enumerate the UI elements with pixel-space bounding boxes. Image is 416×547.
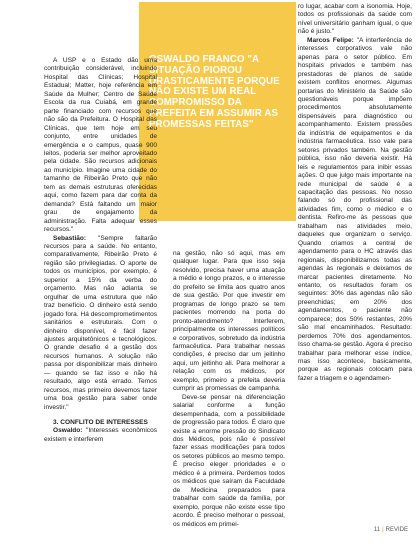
speaker-name: Marcos Felipe: [307, 36, 354, 44]
speaker-name: Oswaldo: [53, 427, 83, 435]
footer-separator: | [382, 527, 384, 533]
paragraph [298, 37, 412, 384]
pull-quote: OSWALDO FRANCO "A SITUAÇÃO PIOROU DRASTICAMENTE PORQUE NÃO EXISTE UM REAL COMPROMISSO DA PREFEITA EM ASSUMIR AS PROMESSAS FEITAS" [149, 54, 280, 130]
paragraph: A USP e o Estado dão uma contribuição considerável, incluindo Hospital das Clínicas; Hospital Estadual; Matter, hoje referência em Saúde da Mulher; Centro de Saúde Escola da rua Cuiabá, em grande parte financiado com recursos que não são da Prefeitura. O Hospital das Clínicas, que tem hoje em seu conjunto, entre unidades de emergência e o campus, quase 900 leitos, poderia ser melhor aproveitado pela cidade. São recursos adicionais ao município. Imagine uma cidade do tamanho de Ribeirão Preto que não tem as demais estruturas oferecidas aqui, como fazem para dar conta da demanda? Está faltando um maior grau de engajamento da administração. Falta adequar esses recursos." [44, 57, 157, 234]
text-column-2 [173, 250, 285, 529]
magazine-name: REVIDE [385, 527, 408, 533]
paragraph-text: "Sempre faltarão recursos para a saúde. No entanto, comparativamente, Ribeirão Preto é região são privilegiadas. O aporte de todos os municípios, por exemplo, é superior a 15% da verba do orçamento. Mas não adianta se orgulhar de uma estrutura que não traz benefício. O dinheiro está sendo jogado fora. Há descomprometimentos sanitários e estruturais. Com o dinheiro disponível, é fácil fazer ajustes arquitetônicos e tecnológicos. O grande desafio é a gestão dos recursos humanos. A solução não passa por disponibilizar mais dinheiro — quando se faz isso e não há resultado, algo está errado. Temos recursos, mas primeiro devemos fazer uma boa gestão para saber onde investir." [44, 234, 157, 411]
speaker-name: Sebastião: [53, 234, 87, 242]
text-column-3 [298, 3, 412, 383]
paragraph-text: "Interesses econômicos existem e interferem [44, 427, 157, 443]
paragraph: na gestão, não só aqui, mas em qualquer lugar. Para que isso seja resolvido, precisa haver uma atuação a médio e longo prazos, e o interesse do prefeito se limita aos quatro anos de sua gestão. Por que investir em programas de longo prazo se tem pacientes morrendo na porta do pronto-atendimento? Interferem, principalmente os interesses políticos e corporativos, sobretudo da indústria farmacêutica. Para trabalhar nessas condições, é preciso dar um jeitinho aqui, um jeitinho ali. Para melhorar a relação com os médicos, por exemplo, primeiro a prefeita deveria cumprir as promessas de campanha. [173, 250, 285, 393]
text-column-1 [44, 57, 157, 444]
section-heading: 3. CONFLITO DE INTERESSES [53, 419, 148, 427]
paragraph [44, 235, 157, 413]
paragraph [44, 427, 157, 444]
page-number: 11 [373, 527, 381, 533]
paragraph-text: "A interferência de interesses corporativos vale não apenas para o setor público. Em hospitais privados e também nas prestadoras de planos de saúde existem conflitos enormes. Algumas portarias do Ministério da Saúde são questionáveis porque impõem procedimentos absolutamente dispensáveis para diagnóstico ou acompanhamento. Existem pressões da indústria de equipamentos e da indústria farmacêutica. Isso vale para setores privados também. Na gestão pública, isso não deveria existir. Há leis e regulamentos para inibir essas ações. O que julgo mais importante na rede municipal de saúde é a capacitação das pessoas. No nosso falando só do profissional das atividades fim, como o médico e o dentista. Refiro-me às pessoas que trabalham nas atividades meio, daqueles que organizam o serviço. Quando criamos a central de agendamento para o HC através das regionais, disponibilizamos todas as agendas às regionais e deixamos de marcar pacientes diretamente. No entanto, os resultados foram os seguintes: 30% das agendas não são preenchidas; em 20% dos agendamentos, o paciente não comparece; dos 50% restantes, 20% são mal encaminhados. Resultado: perdemos 70% dos agendamentos. Isso chama-se gestão. Agora é preciso trabalhar para melhorar esse índice, mas isso acontece, basicamente, porque as regionais colocam para fazer a triagem e o agendamen- [298, 36, 412, 382]
paragraph: Deve-se pensar na diferenciação salarial conforme a função desempenhada, com a possibilidade de progressão para todos. É claro que existe a enorme pressão do Sindicato dos Médicos, pois não é possível fazer essas modificações para todos os setores públicos ao mesmo tempo. É preciso eleger prioridades e o médico é a primeira. Perdemos todos os médicos que saíram da Faculdade de Medicina preparados para trabalhar com saúde da família, por exemplo, porque não existe esse tipo acordo. É preciso melhorar o pessoal, os médicos em primei- [173, 393, 285, 528]
page-footer [374, 527, 408, 533]
paragraph: ro lugar, acabar com a isonomia. Hoje, todos os profissionais da saúde com nível universitário ganham igual, o que não é justo." [298, 3, 412, 36]
